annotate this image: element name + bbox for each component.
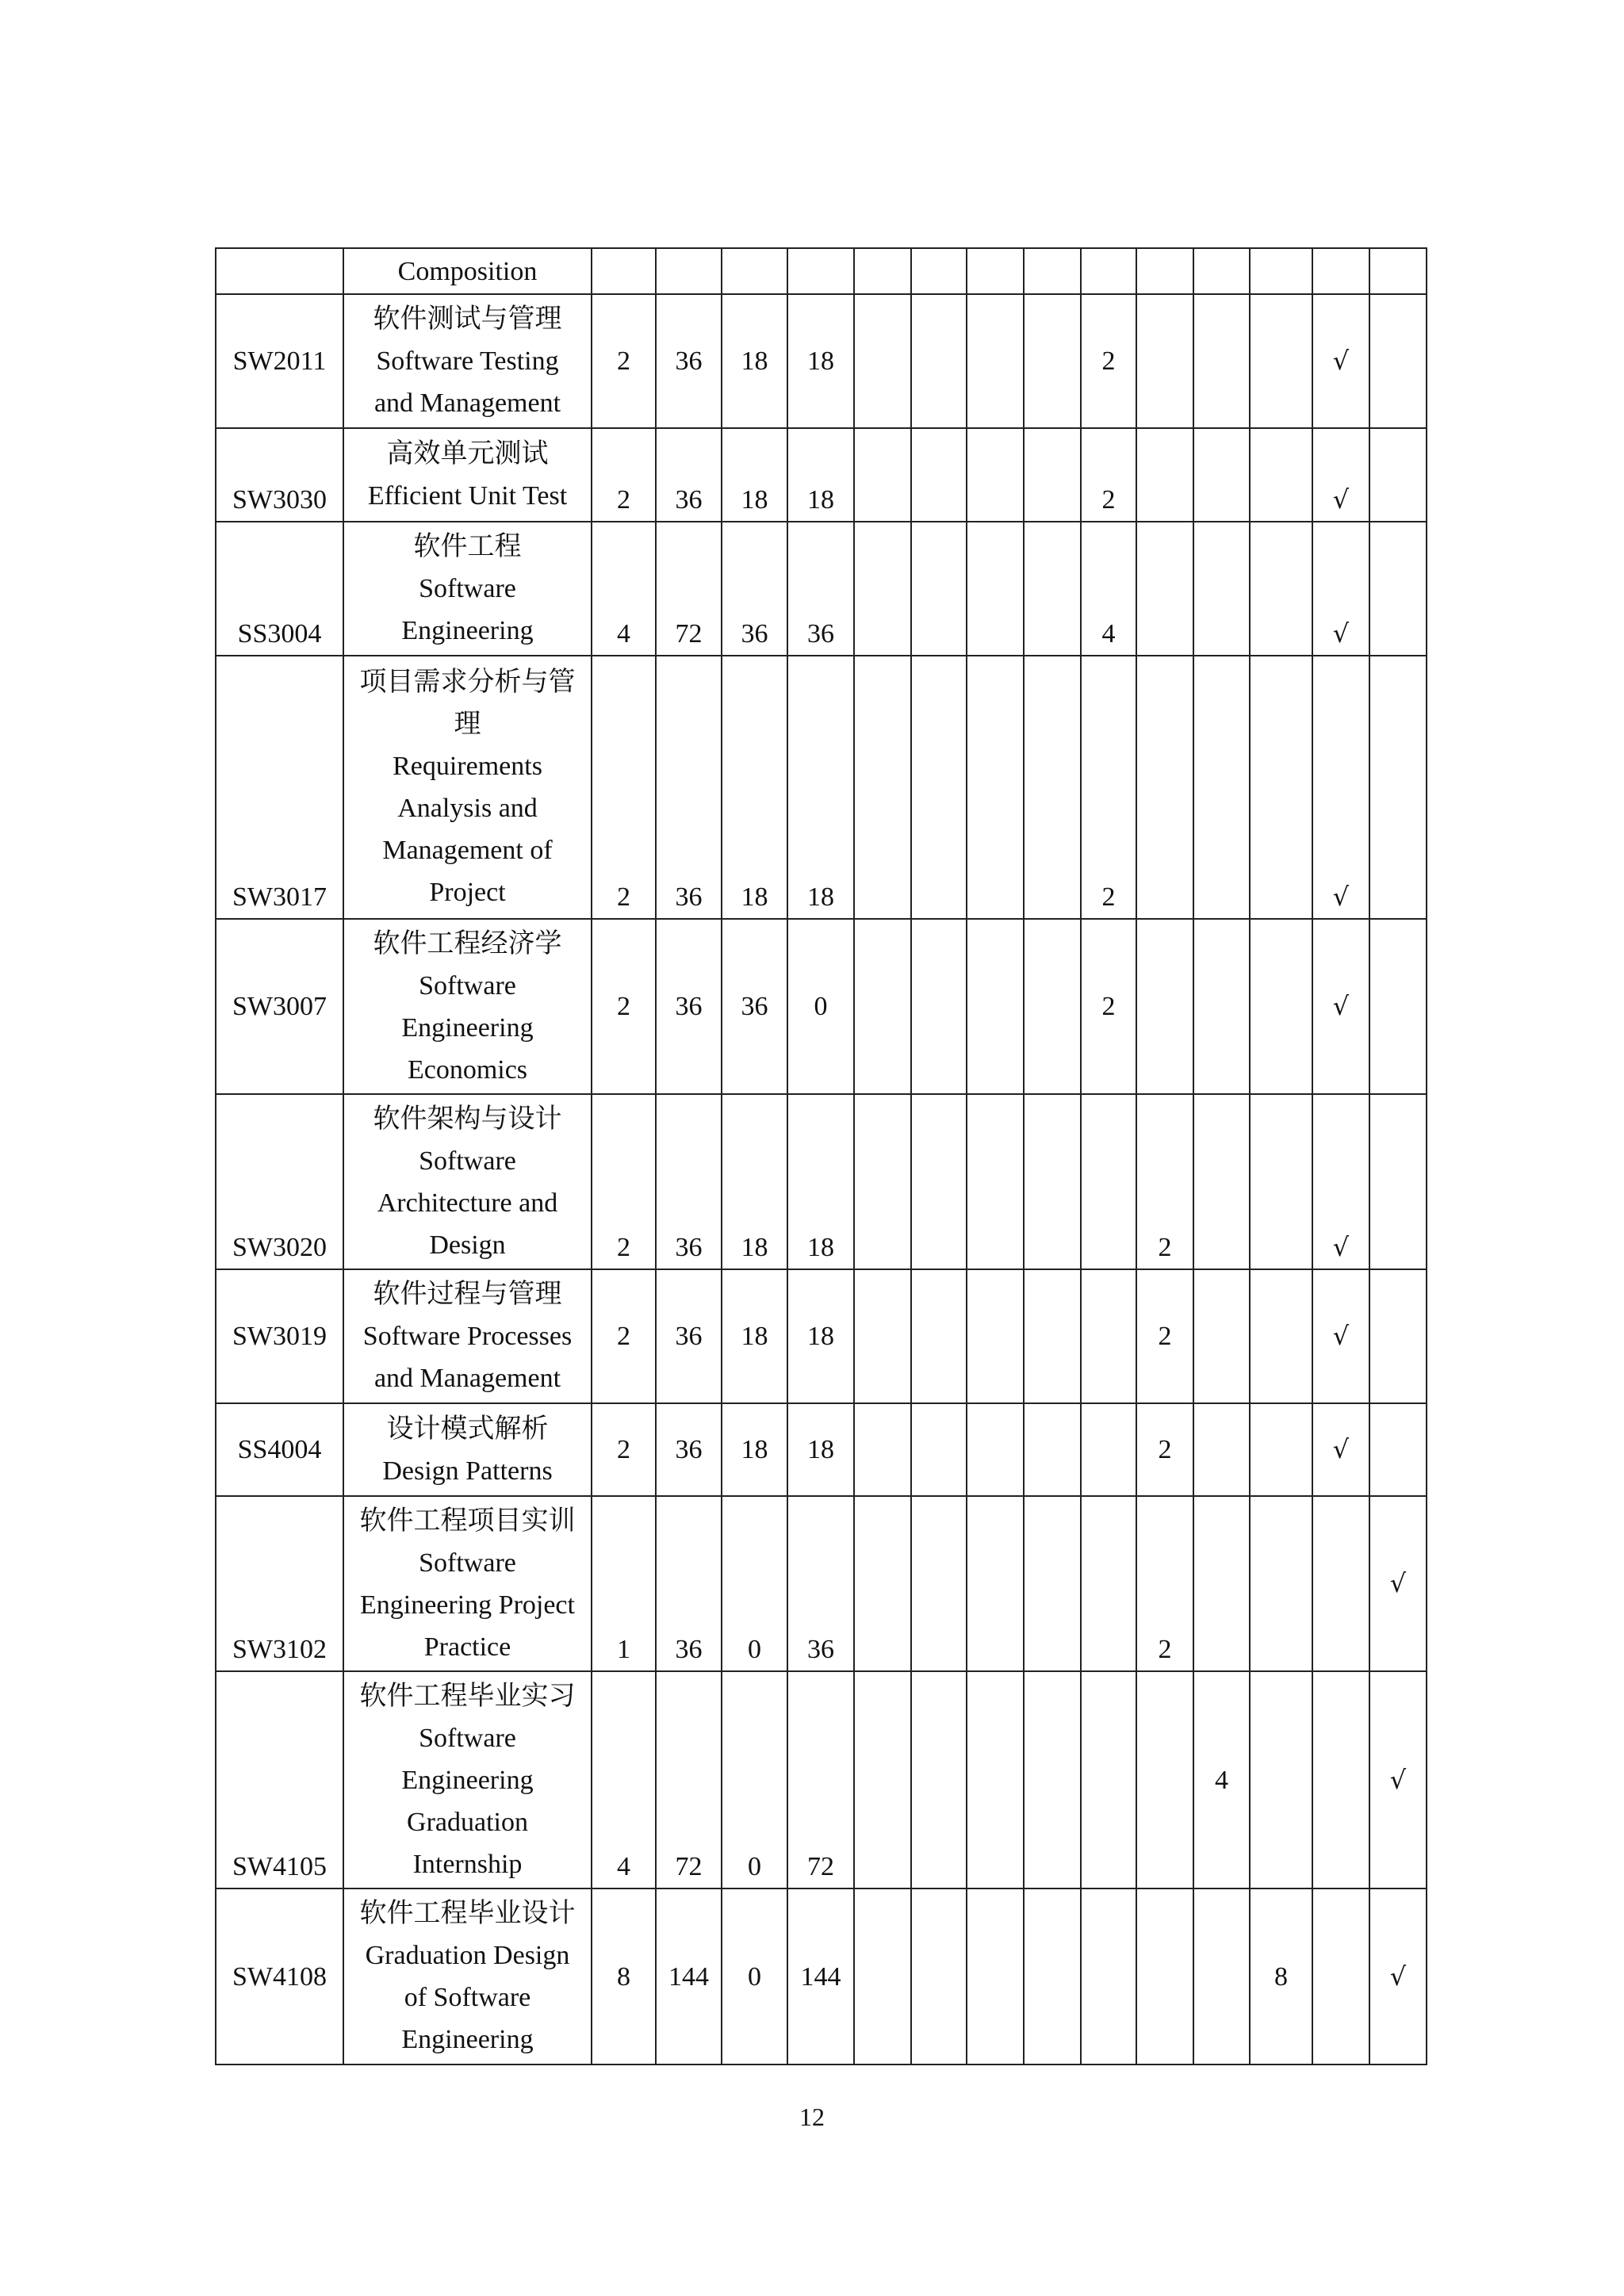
lecture-hours: 0 [722, 1671, 787, 1888]
semester-4 [1024, 1094, 1081, 1269]
semester-2 [911, 1496, 967, 1671]
elective-check-icon: √ [1369, 1888, 1427, 2064]
course-name-line: Software [419, 1548, 516, 1578]
table-row [216, 248, 1427, 294]
course-name-line: 软件工程项目实训 [359, 1506, 576, 1536]
semester-5 [1081, 1671, 1136, 1888]
course-code [216, 248, 343, 294]
semester-2 [911, 1094, 967, 1269]
semester-4 [1024, 656, 1081, 919]
semester-2 [911, 656, 967, 919]
course-name-line: 设计模式解析 [386, 1414, 549, 1444]
semester-2 [911, 522, 967, 656]
lab-hours: 0 [787, 919, 854, 1094]
course-name-line: 软件过程与管理 [373, 1280, 562, 1309]
semester-5: 2 [1081, 428, 1136, 522]
semester-6 [1136, 294, 1193, 428]
semester-8 [1250, 1671, 1312, 1888]
semester-7 [1193, 428, 1250, 522]
elective-check-icon [1369, 522, 1427, 656]
semester-2 [911, 919, 967, 1094]
course-name-line: Software Processes [362, 1322, 573, 1351]
semester-1 [854, 428, 911, 522]
semester-3 [967, 1671, 1024, 1888]
table-row [216, 428, 1427, 522]
course-name-line: Project [429, 878, 506, 907]
course-name-line: Requirements [393, 752, 542, 781]
lecture-hours: 0 [722, 1496, 787, 1671]
course-code: SW4108 [216, 1888, 343, 2064]
total-hours: 36 [656, 656, 722, 919]
course-name-line: 软件工程经济学 [373, 928, 562, 959]
semester-1 [854, 294, 911, 428]
semester-3 [967, 919, 1024, 1094]
course-name [343, 1888, 592, 2064]
semester-6 [1136, 428, 1193, 522]
course-name-line: Software Testing [376, 346, 559, 376]
credits [592, 248, 656, 294]
lecture-hours: 36 [722, 522, 787, 656]
semester-4 [1024, 248, 1081, 294]
semester-1 [854, 248, 911, 294]
course-name [343, 248, 592, 294]
semester-4 [1024, 1671, 1081, 1888]
semester-5 [1081, 1403, 1136, 1496]
course-name-line: Software [419, 1723, 516, 1753]
semester-8: 8 [1250, 1888, 1312, 2064]
semester-8 [1250, 294, 1312, 428]
course-name-line: Software [419, 1146, 516, 1176]
lecture-hours: 18 [722, 1403, 787, 1496]
elective-check-icon [1369, 248, 1427, 294]
semester-3 [967, 1888, 1024, 2064]
lecture-hours: 18 [722, 1269, 787, 1403]
course-code: SW2011 [216, 294, 343, 428]
semester-2 [911, 248, 967, 294]
course-name [343, 1671, 592, 1888]
course-code: SW3020 [216, 1094, 343, 1269]
course-name-line: Analysis and [397, 794, 538, 823]
semester-2 [911, 294, 967, 428]
total-hours: 36 [656, 294, 722, 428]
semester-2 [911, 1888, 967, 2064]
semester-4 [1024, 1888, 1081, 2064]
required-check-icon: √ [1312, 428, 1369, 522]
lab-hours: 18 [787, 656, 854, 919]
semester-7 [1193, 656, 1250, 919]
elective-check-icon [1369, 919, 1427, 1094]
course-name-line: Software [419, 970, 516, 1001]
course-name-line: Software [419, 574, 516, 603]
course-name [343, 1094, 592, 1269]
total-hours: 36 [656, 1269, 722, 1403]
lecture-hours: 18 [722, 428, 787, 522]
semester-4 [1024, 522, 1081, 656]
semester-2 [911, 428, 967, 522]
semester-7 [1193, 1888, 1250, 2064]
course-name-line: and Management [373, 1364, 561, 1393]
semester-5: 2 [1081, 656, 1136, 919]
semester-6 [1136, 522, 1193, 656]
course-code: SS3004 [216, 522, 343, 656]
course-name [343, 428, 592, 522]
semester-8 [1250, 1269, 1312, 1403]
semester-7 [1193, 248, 1250, 294]
semester-6 [1136, 1888, 1193, 2064]
semester-8 [1250, 656, 1312, 919]
course-table [215, 247, 1427, 2065]
total-hours: 36 [656, 1403, 722, 1496]
lab-hours: 18 [787, 1094, 854, 1269]
semester-3 [967, 1496, 1024, 1671]
semester-5: 4 [1081, 522, 1136, 656]
semester-1 [854, 1269, 911, 1403]
course-name-line: Engineering [401, 1012, 534, 1043]
semester-7 [1193, 1496, 1250, 1671]
semester-8 [1250, 919, 1312, 1094]
course-name-line: Management of [382, 836, 553, 865]
credits: 4 [592, 1671, 656, 1888]
semester-5 [1081, 1269, 1136, 1403]
required-check-icon: √ [1312, 1269, 1369, 1403]
semester-5 [1081, 248, 1136, 294]
credits: 2 [592, 1403, 656, 1496]
table-row [216, 522, 1427, 656]
credits: 1 [592, 1496, 656, 1671]
table-row [216, 1888, 1427, 2064]
semester-1 [854, 1094, 911, 1269]
course-name-line: 软件架构与设计 [373, 1104, 562, 1134]
required-check-icon: √ [1312, 522, 1369, 656]
total-hours: 36 [656, 1094, 722, 1269]
lab-hours: 18 [787, 294, 854, 428]
lab-hours: 18 [787, 1269, 854, 1403]
semester-8 [1250, 522, 1312, 656]
semester-4 [1024, 1403, 1081, 1496]
semester-7: 4 [1193, 1671, 1250, 1888]
course-name [343, 1269, 592, 1403]
credits: 2 [592, 656, 656, 919]
required-check-icon [1312, 248, 1369, 294]
lab-hours: 72 [787, 1671, 854, 1888]
elective-check-icon [1369, 1094, 1427, 1269]
table-row [216, 656, 1427, 919]
lab-hours: 18 [787, 1403, 854, 1496]
semester-1 [854, 1888, 911, 2064]
semester-3 [967, 522, 1024, 656]
course-name [343, 1403, 592, 1496]
semester-8 [1250, 1094, 1312, 1269]
semester-4 [1024, 1496, 1081, 1671]
semester-7 [1193, 1403, 1250, 1496]
course-code: SW3017 [216, 656, 343, 919]
course-name-line: Engineering [401, 1765, 534, 1795]
course-name-line: 软件工程毕业实习 [359, 1681, 576, 1711]
semester-2 [911, 1671, 967, 1888]
lecture-hours: 18 [722, 294, 787, 428]
course-name-line: Engineering [401, 616, 534, 645]
course-code: SW4105 [216, 1671, 343, 1888]
course-name-line: 软件测试与管理 [373, 304, 562, 334]
credits: 2 [592, 1094, 656, 1269]
total-hours: 36 [656, 1496, 722, 1671]
course-name-line: Design Patterns [382, 1456, 553, 1486]
table-row [216, 1094, 1427, 1269]
elective-check-icon [1369, 428, 1427, 522]
lecture-hours: 18 [722, 656, 787, 919]
required-check-icon: √ [1312, 1094, 1369, 1269]
lab-hours: 36 [787, 1496, 854, 1671]
semester-6: 2 [1136, 1403, 1193, 1496]
semester-3 [967, 1403, 1024, 1496]
table-row [216, 1269, 1427, 1403]
semester-3 [967, 656, 1024, 919]
total-hours [656, 248, 722, 294]
total-hours: 72 [656, 1671, 722, 1888]
semester-6 [1136, 248, 1193, 294]
semester-3 [967, 428, 1024, 522]
course-name-line: Graduation Design [365, 1941, 570, 1970]
semester-6 [1136, 656, 1193, 919]
elective-check-icon [1369, 1403, 1427, 1496]
course-name-line: Efficient Unit Test [367, 481, 568, 511]
elective-check-icon [1369, 1269, 1427, 1403]
course-name-line: of Software [404, 1983, 531, 2012]
table-row [216, 919, 1427, 1094]
lab-hours [787, 248, 854, 294]
course-name-line: Architecture and [377, 1188, 558, 1218]
course-name-line: and Management [373, 388, 561, 418]
credits: 2 [592, 294, 656, 428]
credits: 2 [592, 1269, 656, 1403]
semester-3 [967, 248, 1024, 294]
credits: 2 [592, 919, 656, 1094]
course-name [343, 1496, 592, 1671]
course-name-line: Composition [397, 256, 538, 286]
course-code: SW3102 [216, 1496, 343, 1671]
semester-4 [1024, 428, 1081, 522]
elective-check-icon: √ [1369, 1496, 1427, 1671]
table-row [216, 294, 1427, 428]
course-name-line: 理 [454, 710, 481, 739]
lab-hours: 36 [787, 522, 854, 656]
semester-2 [911, 1269, 967, 1403]
course-name [343, 656, 592, 919]
semester-3 [967, 1094, 1024, 1269]
semester-8 [1250, 428, 1312, 522]
lecture-hours [722, 248, 787, 294]
semester-1 [854, 656, 911, 919]
total-hours: 36 [656, 919, 722, 1094]
semester-5 [1081, 1888, 1136, 2064]
lab-hours: 144 [787, 1888, 854, 2064]
credits: 4 [592, 522, 656, 656]
semester-1 [854, 1671, 911, 1888]
required-check-icon: √ [1312, 919, 1369, 1094]
semester-4 [1024, 919, 1081, 1094]
course-name [343, 919, 592, 1094]
course-name-line: Economics [407, 1054, 528, 1085]
total-hours: 144 [656, 1888, 722, 2064]
semester-6 [1136, 919, 1193, 1094]
required-check-icon [1312, 1888, 1369, 2064]
table-row [216, 1671, 1427, 1888]
credits: 8 [592, 1888, 656, 2064]
semester-3 [967, 294, 1024, 428]
course-name-line: 软件工程毕业设计 [359, 1899, 576, 1928]
semester-7 [1193, 919, 1250, 1094]
semester-1 [854, 522, 911, 656]
page-number: 12 [799, 2103, 825, 2131]
semester-8 [1250, 1403, 1312, 1496]
semester-4 [1024, 294, 1081, 428]
required-check-icon: √ [1312, 1403, 1369, 1496]
required-check-icon [1312, 1671, 1369, 1888]
course-name-line: Engineering [401, 2025, 534, 2054]
course-code: SW3019 [216, 1269, 343, 1403]
semester-8 [1250, 248, 1312, 294]
semester-1 [854, 919, 911, 1094]
semester-5 [1081, 1094, 1136, 1269]
semester-4 [1024, 1269, 1081, 1403]
semester-6: 2 [1136, 1094, 1193, 1269]
semester-7 [1193, 294, 1250, 428]
course-code: SW3030 [216, 428, 343, 522]
table-row [216, 1403, 1427, 1496]
course-name-line: 项目需求分析与管 [359, 668, 576, 697]
credits: 2 [592, 428, 656, 522]
semester-1 [854, 1496, 911, 1671]
course-code: SW3007 [216, 919, 343, 1094]
lecture-hours: 36 [722, 919, 787, 1094]
course-name-line: Graduation [407, 1807, 528, 1837]
total-hours: 36 [656, 428, 722, 522]
elective-check-icon: √ [1369, 1671, 1427, 1888]
semester-3 [967, 1269, 1024, 1403]
required-check-icon: √ [1312, 294, 1369, 428]
semester-1 [854, 1403, 911, 1496]
semester-7 [1193, 522, 1250, 656]
semester-6: 2 [1136, 1496, 1193, 1671]
semester-8 [1250, 1496, 1312, 1671]
semester-5: 2 [1081, 294, 1136, 428]
course-name [343, 522, 592, 656]
semester-7 [1193, 1269, 1250, 1403]
semester-5 [1081, 1496, 1136, 1671]
course-name-line: 高效单元测试 [386, 439, 549, 469]
elective-check-icon [1369, 656, 1427, 919]
course-name-line: Internship [412, 1849, 523, 1879]
course-name-line: Engineering Project [360, 1590, 575, 1620]
semester-2 [911, 1403, 967, 1496]
course-name-line: Practice [423, 1632, 511, 1662]
elective-check-icon [1369, 294, 1427, 428]
course-name-line: 软件工程 [413, 532, 522, 561]
semester-5: 2 [1081, 919, 1136, 1094]
required-check-icon: √ [1312, 656, 1369, 919]
required-check-icon [1312, 1496, 1369, 1671]
lab-hours: 18 [787, 428, 854, 522]
lecture-hours: 18 [722, 1094, 787, 1269]
course-name-line: Design [429, 1230, 506, 1260]
table-row [216, 1496, 1427, 1671]
semester-6: 2 [1136, 1269, 1193, 1403]
semester-7 [1193, 1094, 1250, 1269]
semester-6 [1136, 1671, 1193, 1888]
course-code: SS4004 [216, 1403, 343, 1496]
course-name [343, 294, 592, 428]
lecture-hours: 0 [722, 1888, 787, 2064]
total-hours: 72 [656, 522, 722, 656]
